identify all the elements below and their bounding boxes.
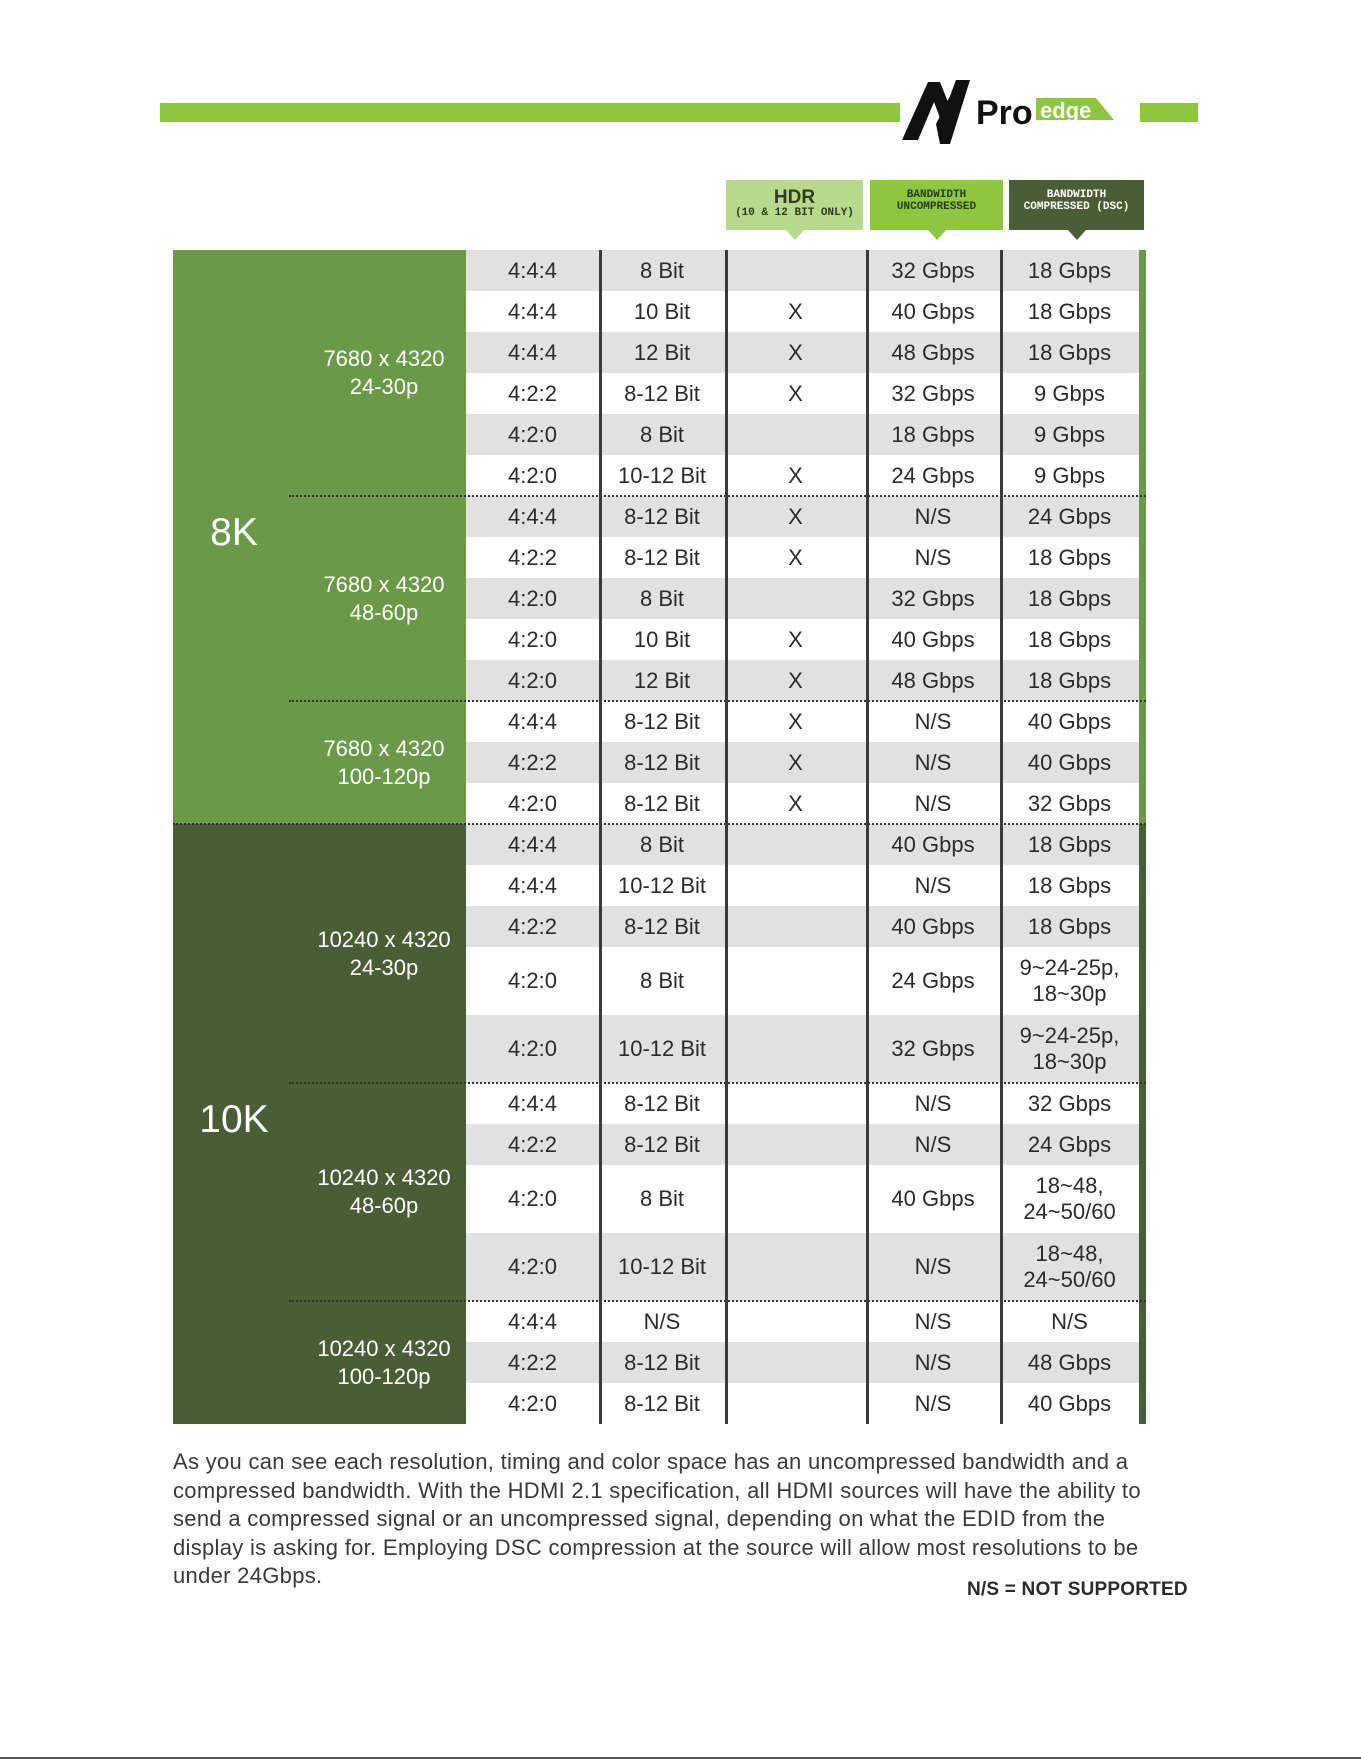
color-space-cell: 4:4:4: [466, 824, 599, 865]
uncompressed-cell: 32 Gbps: [866, 373, 1000, 414]
table-row: [466, 1015, 1146, 1083]
bit-depth-cell: 10 Bit: [599, 291, 725, 332]
compressed-cell: 18 Gbps: [1000, 578, 1139, 619]
uncompressed-cell: N/S: [866, 865, 1000, 906]
color-space-cell: 4:2:2: [466, 537, 599, 578]
uncompressed-cell: N/S: [866, 1383, 1000, 1424]
resolution-text: 10240 x 4320: [317, 926, 451, 952]
hdr-cell: [725, 1124, 866, 1165]
uncompressed-cell: 48 Gbps: [866, 332, 1000, 373]
compressed-line1: BANDWIDTH: [1046, 189, 1107, 201]
compressed-cell: 24 Gbps: [1000, 496, 1139, 537]
uncompressed-cell: 40 Gbps: [866, 1165, 1000, 1233]
bit-depth-cell: 8 Bit: [599, 578, 725, 619]
color-space-cell: 4:2:2: [466, 1342, 599, 1383]
resolution-text: 7680 x 4320: [323, 735, 445, 761]
compressed-cell: 18~48, 24~50/60: [1000, 1233, 1139, 1301]
column-divider: [866, 250, 869, 1424]
uncompressed-line2: UNCOMPRESSED: [896, 200, 977, 213]
uncompressed-cell: 40 Gbps: [866, 906, 1000, 947]
section-divider: [289, 495, 1146, 497]
hdr-cell: X: [725, 332, 866, 373]
color-space-cell: 4:2:0: [466, 660, 599, 701]
compressed-cell: 18 Gbps: [1000, 537, 1139, 578]
refresh-rate-text: 48-60p: [349, 599, 419, 625]
compressed-line2: COMPRESSED (DSC): [1023, 200, 1130, 213]
hdr-cell: [725, 906, 866, 947]
color-space-cell: 4:4:4: [466, 291, 599, 332]
resolution-label: [295, 571, 473, 627]
bit-depth-cell: 10 Bit: [599, 619, 725, 660]
table-row: [466, 1083, 1146, 1124]
resolution-group-label: 10K: [199, 1098, 269, 1141]
header-arrow: [786, 230, 804, 240]
uncompressed-cell: N/S: [866, 742, 1000, 783]
resolution-text: 10240 x 4320: [317, 1335, 451, 1361]
uncompressed-line1: BANDWIDTH: [906, 189, 967, 201]
uncompressed-cell: 32 Gbps: [866, 250, 1000, 291]
bit-depth-cell: 8-12 Bit: [599, 783, 725, 824]
uncompressed-cell: N/S: [866, 1233, 1000, 1301]
compressed-cell: 18 Gbps: [1000, 660, 1139, 701]
compressed-cell: 9 Gbps: [1000, 373, 1139, 414]
color-space-cell: 4:2:0: [466, 578, 599, 619]
resolution-label: [295, 1335, 473, 1391]
bit-depth-cell: 10-12 Bit: [599, 1233, 725, 1301]
color-space-cell: 4:2:0: [466, 1233, 599, 1301]
uncompressed-cell: N/S: [866, 496, 1000, 537]
compressed-cell: 40 Gbps: [1000, 1383, 1139, 1424]
header-arrow: [1068, 230, 1086, 240]
bit-depth-cell: 12 Bit: [599, 660, 725, 701]
refresh-rate-text: 48-60p: [349, 1193, 419, 1218]
bit-depth-cell: 10-12 Bit: [599, 455, 725, 496]
uncompressed-cell: 32 Gbps: [866, 578, 1000, 619]
table-row: [466, 373, 1146, 414]
uncompressed-cell: 18 Gbps: [866, 414, 1000, 455]
resolution-group-label: 8K: [210, 511, 258, 554]
bit-depth-cell: 10-12 Bit: [599, 1015, 725, 1083]
color-space-cell: 4:2:0: [466, 1165, 599, 1233]
column-divider: [725, 250, 728, 1424]
refresh-rate-text: 100-120p: [337, 763, 431, 789]
header-arrow: [928, 230, 946, 240]
table-row: [466, 250, 1146, 291]
color-space-cell: 4:4:4: [466, 1083, 599, 1124]
hdr-cell: [725, 250, 866, 291]
resolution-label: [295, 1164, 473, 1220]
compressed-cell: 18 Gbps: [1000, 291, 1139, 332]
hdr-cell: [725, 1233, 866, 1301]
color-space-cell: 4:2:2: [466, 373, 599, 414]
table-row: [466, 865, 1146, 906]
hdr-cell: [725, 824, 866, 865]
uncompressed-cell: N/S: [866, 1124, 1000, 1165]
hdr-cell: [725, 947, 866, 1015]
compressed-cell: N/S: [1000, 1301, 1139, 1342]
color-space-cell: 4:4:4: [466, 701, 599, 742]
hdr-cell: X: [725, 783, 866, 824]
hdr-title: HDR: [773, 187, 816, 208]
color-space-cell: 4:4:4: [466, 496, 599, 537]
refresh-rate-text: 100-120p: [337, 1363, 431, 1389]
bit-depth-cell: 8-12 Bit: [599, 1383, 725, 1424]
color-space-cell: 4:2:0: [466, 619, 599, 660]
table-row: [466, 824, 1146, 865]
table-row: [466, 783, 1146, 824]
column-header-compressed: [1009, 180, 1144, 230]
color-space-cell: 4:4:4: [466, 332, 599, 373]
bit-depth-cell: 8 Bit: [599, 1165, 725, 1233]
uncompressed-cell: 40 Gbps: [866, 619, 1000, 660]
section-divider: [289, 1082, 1146, 1084]
table-row: [466, 496, 1146, 537]
svg-text:Pro: Pro: [976, 94, 1033, 132]
table-row: [466, 455, 1146, 496]
compressed-cell: 18 Gbps: [1000, 332, 1139, 373]
uncompressed-cell: N/S: [866, 701, 1000, 742]
uncompressed-cell: 24 Gbps: [866, 947, 1000, 1015]
hdr-cell: [725, 865, 866, 906]
hdr-cell: [725, 1015, 866, 1083]
compressed-cell: 9~24-25p, 18~30p: [1000, 1015, 1139, 1083]
table-row: [466, 1165, 1146, 1233]
color-space-cell: 4:2:2: [466, 742, 599, 783]
bit-depth-cell: 8-12 Bit: [599, 373, 725, 414]
compressed-cell: 24 Gbps: [1000, 1124, 1139, 1165]
hdr-cell: X: [725, 619, 866, 660]
hdr-cell: [725, 1083, 866, 1124]
color-space-cell: 4:2:0: [466, 414, 599, 455]
resolution-label: [295, 735, 473, 791]
table-row: [466, 578, 1146, 619]
svg-text:edge: edge: [1040, 98, 1092, 123]
table-row: [466, 414, 1146, 455]
table-row: [466, 1301, 1146, 1342]
uncompressed-cell: N/S: [866, 537, 1000, 578]
bit-depth-cell: 10-12 Bit: [599, 865, 725, 906]
bit-depth-cell: 8-12 Bit: [599, 1124, 725, 1165]
uncompressed-cell: 32 Gbps: [866, 1015, 1000, 1083]
color-space-cell: 4:2:2: [466, 1124, 599, 1165]
compressed-cell: 18 Gbps: [1000, 906, 1139, 947]
table-row: [466, 1124, 1146, 1165]
hdr-cell: [725, 1165, 866, 1233]
uncompressed-cell: N/S: [866, 1083, 1000, 1124]
resolution-label: [295, 345, 473, 401]
compressed-cell: 18~48, 24~50/60: [1000, 1165, 1139, 1233]
uncompressed-cell: N/S: [866, 783, 1000, 824]
hdr-cell: [725, 1383, 866, 1424]
refresh-rate-text: 24-30p: [349, 374, 419, 399]
table-row: [466, 701, 1146, 742]
compressed-cell: 40 Gbps: [1000, 742, 1139, 783]
hdr-subtitle: (10 & 12 BIT ONLY): [735, 206, 854, 219]
table-row: [466, 742, 1146, 783]
table-row: [466, 660, 1146, 701]
column-header-hdr: [726, 180, 863, 230]
hdr-cell: [725, 414, 866, 455]
hdr-cell: X: [725, 660, 866, 701]
bit-depth-cell: 8-12 Bit: [599, 701, 725, 742]
compressed-cell: 18 Gbps: [1000, 824, 1139, 865]
table-row: [466, 332, 1146, 373]
uncompressed-cell: 24 Gbps: [866, 455, 1000, 496]
compressed-cell: 40 Gbps: [1000, 701, 1139, 742]
color-space-cell: 4:2:2: [466, 906, 599, 947]
color-space-cell: 4:2:0: [466, 783, 599, 824]
table-row: [466, 619, 1146, 660]
page-bottom-rule: [0, 1757, 1361, 1759]
uncompressed-cell: 40 Gbps: [866, 291, 1000, 332]
bit-depth-cell: 8-12 Bit: [599, 537, 725, 578]
column-divider: [1000, 250, 1003, 1424]
section-divider: [289, 1300, 1146, 1302]
color-space-cell: 4:2:0: [466, 1015, 599, 1083]
hdr-cell: [725, 1342, 866, 1383]
hdr-cell: [725, 1301, 866, 1342]
refresh-rate-text: 24-30p: [349, 954, 419, 980]
table-row: [466, 947, 1146, 1015]
color-space-cell: 4:2:0: [466, 947, 599, 1015]
color-space-cell: 4:4:4: [466, 1301, 599, 1342]
compressed-cell: 48 Gbps: [1000, 1342, 1139, 1383]
bit-depth-cell: 8 Bit: [599, 414, 725, 455]
compressed-cell: 9 Gbps: [1000, 455, 1139, 496]
legend-note: N/S = NOT SUPPORTED: [967, 1579, 1188, 1600]
hdr-cell: X: [725, 291, 866, 332]
bit-depth-cell: 8 Bit: [599, 250, 725, 291]
color-space-cell: 4:2:0: [466, 455, 599, 496]
table-row: [466, 1383, 1146, 1424]
uncompressed-cell: N/S: [866, 1301, 1000, 1342]
compressed-cell: 9 Gbps: [1000, 414, 1139, 455]
compressed-cell: 18 Gbps: [1000, 250, 1139, 291]
table-row: [466, 537, 1146, 578]
explanation-paragraph: As you can see each resolution, timing and color space has an uncompressed bandwidth and a compressed bandwidth. With the HDMI 2.1 specification, all HDMI sources will have the ability to send a compressed signal or an uncompressed signal, depending on what the EDID from the display is asking for. Employing DSC compression at the source will allow most resolutions to be under 24Gbps.: [173, 1449, 1141, 1588]
table-row: [466, 906, 1146, 947]
uncompressed-cell: N/S: [866, 1342, 1000, 1383]
hdr-cell: [725, 578, 866, 619]
table-row: [466, 1342, 1146, 1383]
hdr-cell: X: [725, 537, 866, 578]
compressed-cell: 32 Gbps: [1000, 783, 1139, 824]
color-space-cell: 4:4:4: [466, 865, 599, 906]
hdr-cell: X: [725, 496, 866, 537]
resolution-text: 10240 x 4320: [317, 1165, 451, 1190]
hdr-cell: X: [725, 373, 866, 414]
column-divider: [599, 250, 602, 1424]
resolution-text: 7680 x 4320: [323, 571, 445, 597]
hdr-cell: X: [725, 742, 866, 783]
resolution-text: 7680 x 4320: [323, 346, 445, 371]
bit-depth-cell: 8-12 Bit: [599, 496, 725, 537]
compressed-cell: 18 Gbps: [1000, 865, 1139, 906]
avproedge-logo: [900, 78, 1140, 148]
column-header-uncompressed: [870, 180, 1003, 230]
bit-depth-cell: 8-12 Bit: [599, 742, 725, 783]
uncompressed-cell: 48 Gbps: [866, 660, 1000, 701]
table-row: [466, 1233, 1146, 1301]
bit-depth-cell: N/S: [599, 1301, 725, 1342]
brand-accent-bar: [160, 103, 908, 122]
bit-depth-cell: 8 Bit: [599, 947, 725, 1015]
bit-depth-cell: 8-12 Bit: [599, 1342, 725, 1383]
bit-depth-cell: 8-12 Bit: [599, 1083, 725, 1124]
bit-depth-cell: 8-12 Bit: [599, 906, 725, 947]
section-divider: [289, 700, 1146, 702]
compressed-cell: 9~24-25p, 18~30p: [1000, 947, 1139, 1015]
color-space-cell: 4:4:4: [466, 250, 599, 291]
compressed-cell: 32 Gbps: [1000, 1083, 1139, 1124]
resolution-label: [295, 926, 473, 982]
hdr-cell: X: [725, 455, 866, 496]
bit-depth-cell: 12 Bit: [599, 332, 725, 373]
table-row: [466, 291, 1146, 332]
bit-depth-cell: 8 Bit: [599, 824, 725, 865]
uncompressed-cell: 40 Gbps: [866, 824, 1000, 865]
color-space-cell: 4:2:0: [466, 1383, 599, 1424]
hdr-cell: X: [725, 701, 866, 742]
compressed-cell: 18 Gbps: [1000, 619, 1139, 660]
